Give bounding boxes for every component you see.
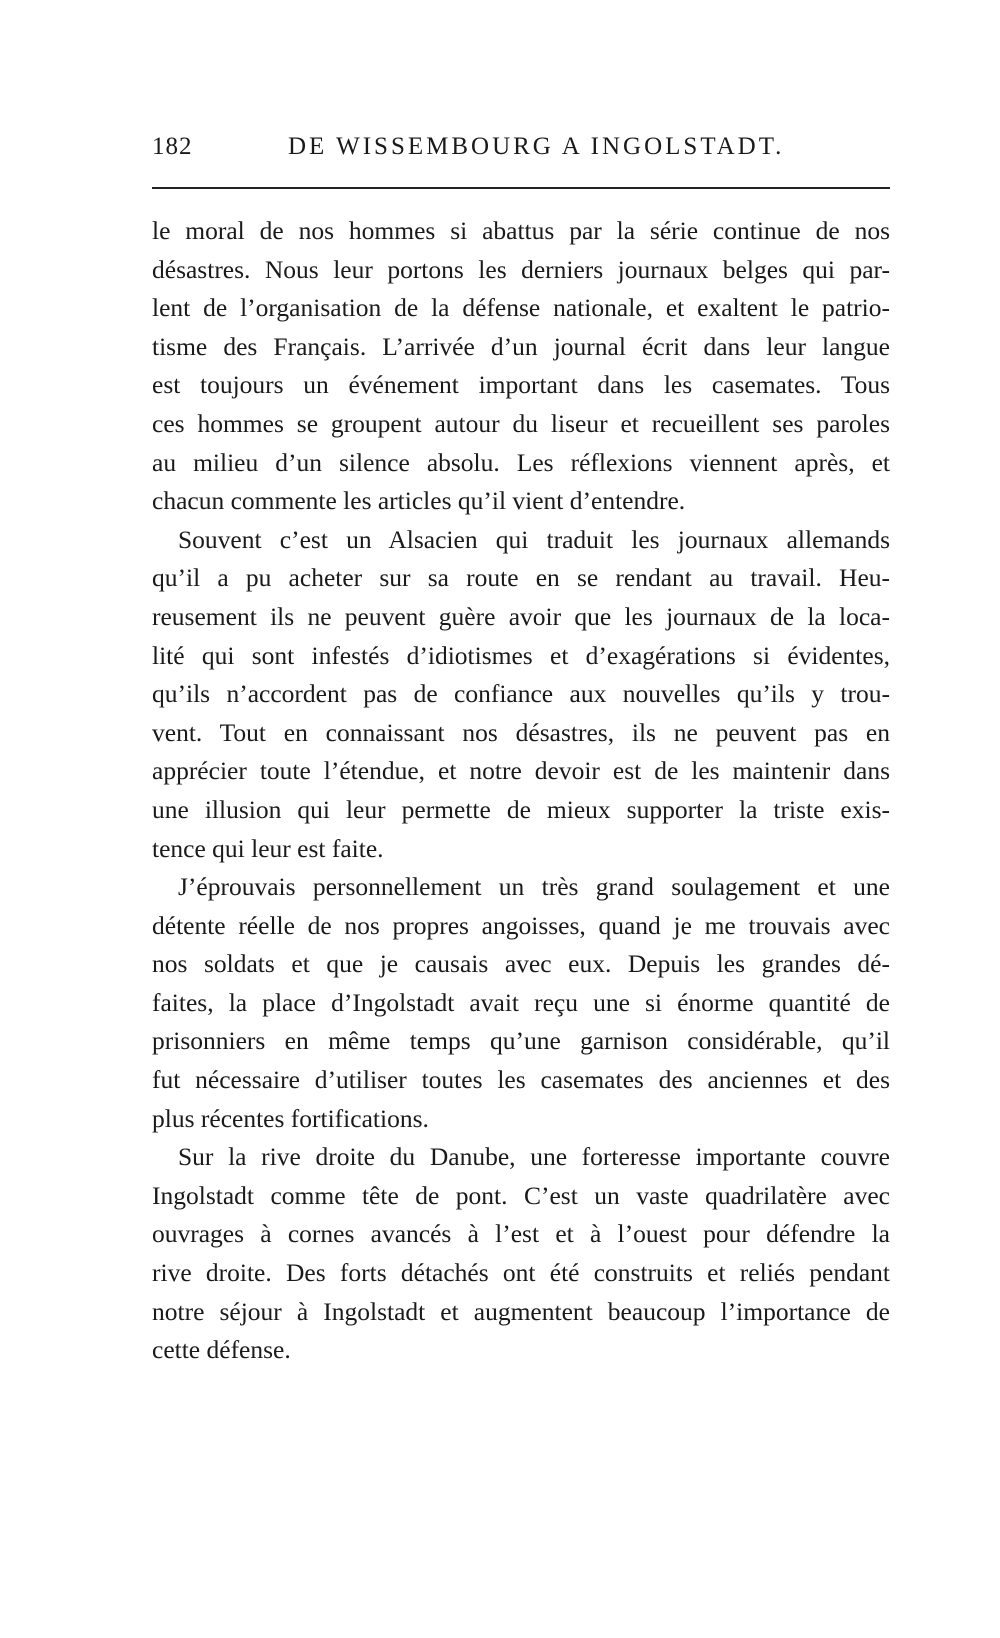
paragraph-2 — [152, 521, 890, 868]
header-rule — [152, 187, 890, 189]
text-line: Souvent c’est un Alsacien qui traduit les journaux allemands — [178, 524, 890, 554]
text-line: Ingolstadt comme tête de pont. C’est un vaste quadrilatère avec — [152, 1180, 890, 1210]
text-line: apprécier toute l’étendue, et notre devoir est de les maintenir dans — [152, 756, 890, 786]
text-line: chacun commente les articles qu’il vient d’entendre. — [152, 486, 686, 516]
page-number: 182 — [152, 133, 193, 160]
text-line: au milieu d’un silence absolu. Les réflexions viennent après, et — [152, 447, 890, 477]
text-line: fut nécessaire d’utiliser toutes les casemates des anciennes et des — [152, 1065, 890, 1095]
text-line: désastres. Nous leur portons les derniers journaux belges qui par- — [152, 254, 890, 284]
body-text — [152, 212, 890, 1370]
text-line: vent. Tout en connaissant nos désastres, ils ne peuvent pas en — [152, 717, 890, 747]
text-line: cette défense. — [152, 1335, 291, 1365]
text-line: J’éprouvais personnellement un très grand soulagement et une — [178, 872, 890, 902]
text-line: détente réelle de nos propres angoisses, quand je me trouvais avec — [152, 910, 890, 940]
text-line: faites, la place d’Ingolstadt avait reçu une si énorme quantité de — [152, 987, 890, 1017]
running-head — [152, 133, 890, 173]
paragraph-3 — [152, 868, 890, 1138]
paragraph-4 — [152, 1138, 890, 1370]
text-line: le moral de nos hommes si abattus par la série continue de nos — [152, 216, 890, 245]
text-line: nos soldats et que je causais avec eux. Depuis les grandes dé- — [152, 949, 890, 979]
text-line: lent de l’organisation de la défense nationale, et exaltent le patrio- — [152, 293, 890, 323]
text-line: Sur la rive droite du Danube, une forteresse importante couvre — [178, 1142, 890, 1172]
text-line: notre séjour à Ingolstadt et augmentent beaucoup l’importance de — [152, 1296, 890, 1326]
text-line: ces hommes se groupent autour du liseur et recueillent ses paroles — [152, 408, 890, 438]
running-title: DE WISSEMBOURG A INGOLSTADT. — [288, 133, 785, 160]
text-line: tence qui leur est faite. — [152, 833, 384, 863]
text-line: une illusion qui leur permette de mieux supporter la triste exis- — [152, 794, 890, 824]
text-line: qu’il a pu acheter sur sa route en se rendant au travail. Heu- — [152, 563, 890, 593]
text-line: ouvrages à cornes avancés à l’est et à l’ouest pour défendre la — [152, 1219, 890, 1249]
text-line: rive droite. Des forts détachés ont été construits et reliés pendant — [152, 1258, 890, 1288]
text-line: lité qui sont infestés d’idiotismes et d’exagérations si évidentes, — [152, 640, 890, 670]
paragraph-1 — [152, 212, 890, 521]
text-line: prisonniers en même temps qu’une garnison considérable, qu’il — [152, 1026, 890, 1056]
text-line: plus récentes fortifications. — [152, 1103, 429, 1133]
text-line: tisme des Français. L’arrivée d’un journal écrit dans leur langue — [152, 331, 890, 361]
text-line: est toujours un événement important dans les casemates. Tous — [152, 370, 890, 400]
text-line: reusement ils ne peuvent guère avoir que les journaux de la loca- — [152, 601, 890, 631]
text-line: qu’ils n’accordent pas de confiance aux nouvelles qu’ils y trou- — [152, 679, 890, 709]
